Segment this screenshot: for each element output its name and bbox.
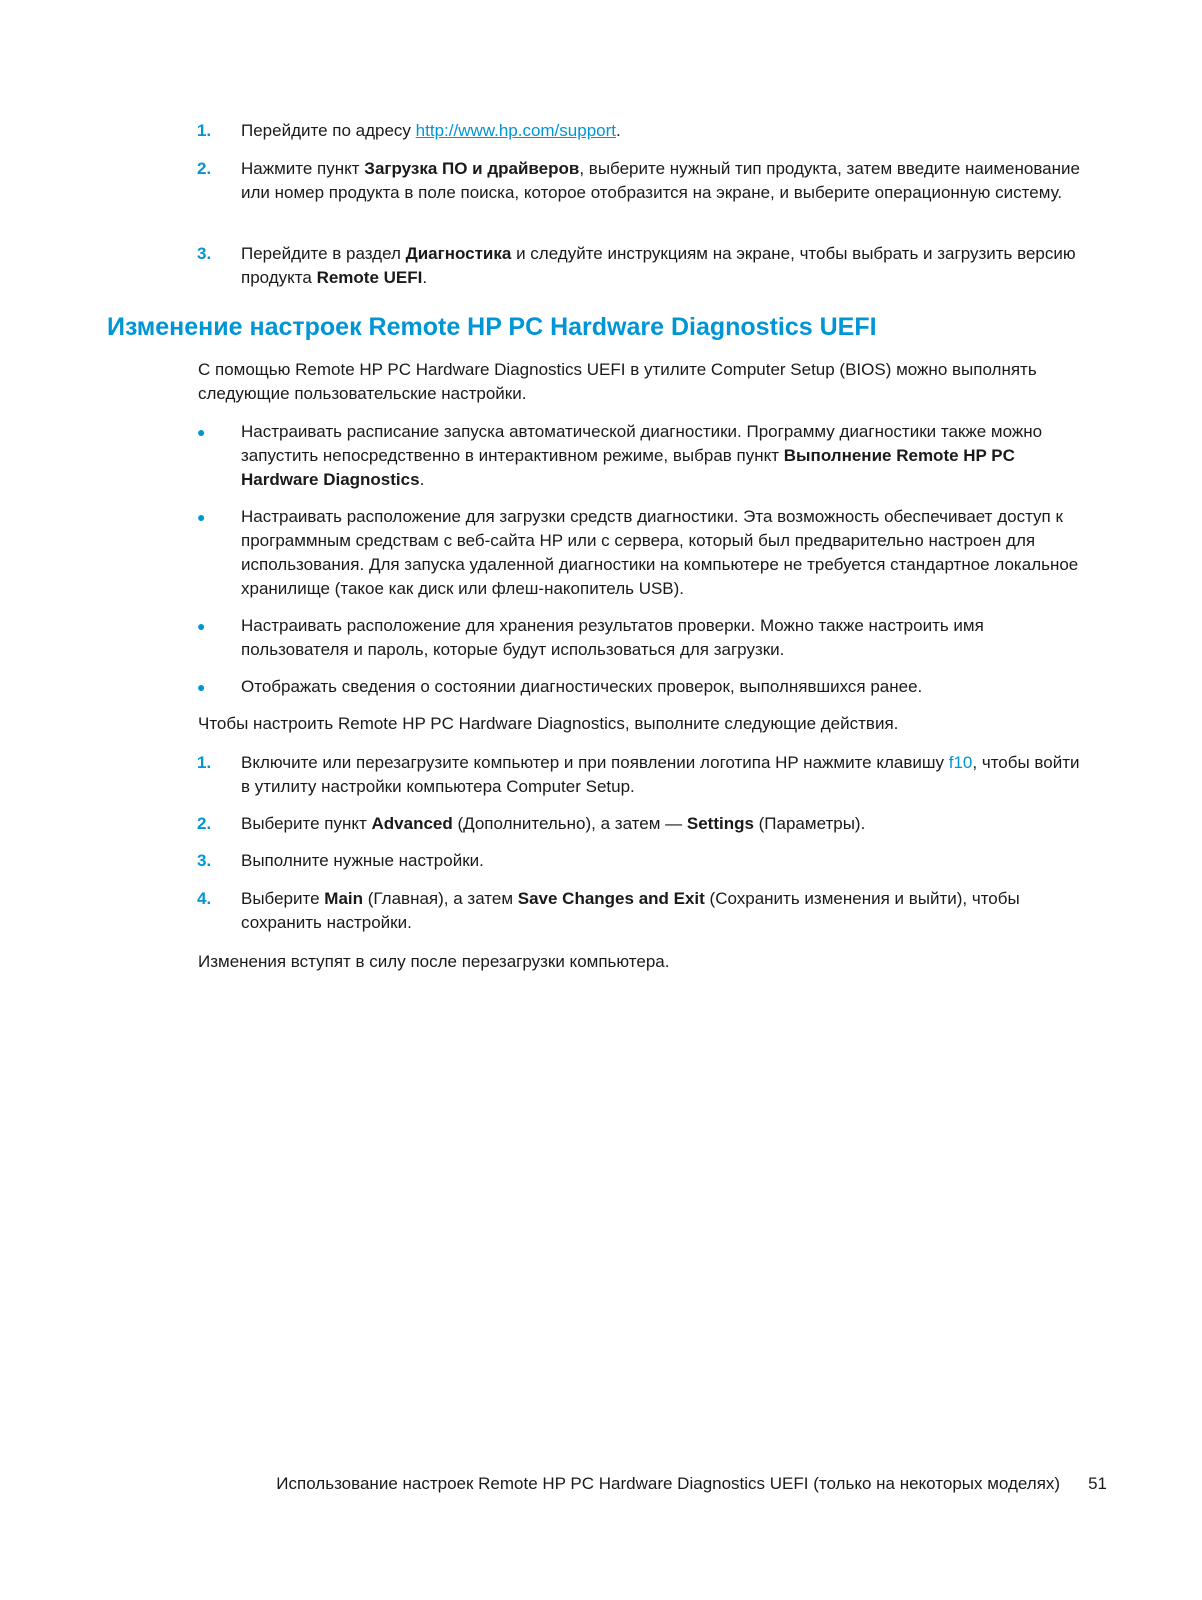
step-text: (Сохранить изменения и выйти), чтобы сохранить настройки. xyxy=(241,889,1020,932)
page-footer xyxy=(0,1472,1107,1496)
step-text: , чтобы войти в утилиту настройки компьютера Computer Setup. xyxy=(241,753,1080,796)
list-item xyxy=(197,675,1081,699)
lead-in-paragraph: Чтобы настроить Remote HP PC Hardware Diagnostics, выполните следующие действия. xyxy=(198,714,899,733)
page-number: 51 xyxy=(1088,1474,1107,1493)
step-number: 1. xyxy=(197,753,212,772)
menu-term: Загрузка ПО и драйверов xyxy=(364,159,580,178)
f10-key: f10 xyxy=(948,753,973,772)
bullet-text: Настраивать расположение для загрузки средств диагностики. Эта возможность обеспечивает доступ к программным средствам с веб-сайта HP или с сервера, который был предварительно настроен для использования. Для запуска удаленной диагностики на компьютере не требуется стандартное локальное хранилище (такое как диск или флеш-накопитель USB). xyxy=(241,507,1079,598)
bullet-text: Настраивать расположение для хранения результатов проверки. Можно также настроить имя пользователя и пароль, которые будут использоваться для загрузки. xyxy=(241,616,984,659)
step-text: . xyxy=(422,268,428,287)
step-number: 3. xyxy=(197,851,212,870)
list-item xyxy=(197,157,1081,205)
step-number: 2. xyxy=(197,814,212,833)
step-text: и следуйте инструкциям на экране, чтобы выбрать и загрузить версию продукта xyxy=(241,244,1076,287)
step-text: (Главная), а затем xyxy=(363,889,518,908)
step-text: Нажмите пункт xyxy=(241,159,365,178)
bullet-icon: ● xyxy=(197,509,206,525)
list-item xyxy=(197,887,1081,935)
closing-paragraph: Изменения вступят в силу после перезагрузки компьютера. xyxy=(198,952,670,971)
bullet-text: Отображать сведения о состоянии диагностических проверок, выполнявшихся ранее. xyxy=(241,677,923,696)
step-text: Выберите xyxy=(241,889,325,908)
bullet-icon: ● xyxy=(197,618,206,634)
step-number: 2. xyxy=(197,159,212,178)
step-text: Перейдите по адресу xyxy=(241,121,416,140)
menu-term: Диагностика xyxy=(405,244,512,263)
hp-support-link[interactable]: http://www.hp.com/support xyxy=(415,121,616,140)
list-item xyxy=(197,849,1081,873)
step-text: Перейдите в раздел xyxy=(241,244,406,263)
step-text: (Дополнительно), а затем — xyxy=(452,814,687,833)
step-text: , выберите нужный тип продукта, затем введите наименование или номер продукта в поле поиска, которое отобразится на экране, и выберите операционную систему. xyxy=(241,159,1080,202)
list-item xyxy=(197,119,1081,143)
step-text: (Параметры). xyxy=(753,814,866,833)
list-item xyxy=(197,812,1081,836)
menu-term: Save Changes and Exit xyxy=(517,889,705,908)
bullet-icon: ● xyxy=(197,679,206,695)
step-text: Выберите пункт xyxy=(241,814,372,833)
footer-title: Использование настроек Remote HP PC Hardware Diagnostics UEFI (только на некоторых моделях) xyxy=(276,1474,1061,1493)
step-number: 1. xyxy=(197,121,212,140)
step-text: Включите или перезагрузите компьютер и при появлении логотипа HP нажмите клавишу xyxy=(241,753,949,772)
bullet-text: . xyxy=(419,470,425,489)
step-text: Выполните нужные настройки. xyxy=(241,851,484,870)
bullet-text: Настраивать расписание запуска автоматической диагностики. Программу диагностики также можно запустить непосредственно в интерактивном режиме, выбрав пункт xyxy=(241,422,1043,465)
menu-term: Remote UEFI xyxy=(316,268,423,287)
menu-term: Main xyxy=(324,889,364,908)
bullet-icon: ● xyxy=(197,424,206,440)
step-number: 3. xyxy=(197,244,212,263)
intro-paragraph: С помощью Remote HP PC Hardware Diagnostics UEFI в утилите Computer Setup (BIOS) можно выполнять следующие пользовательские настройки. xyxy=(198,360,1037,403)
step-text: . xyxy=(616,121,621,140)
list-item xyxy=(197,614,1081,662)
section-heading: Изменение настроек Remote HP PC Hardware Diagnostics UEFI xyxy=(107,313,877,341)
list-item xyxy=(197,242,1081,290)
list-item xyxy=(197,505,1081,601)
menu-term: Advanced xyxy=(371,814,453,833)
menu-term: Выполнение Remote HP PC Hardware Diagnostics xyxy=(241,446,1015,489)
list-item xyxy=(197,751,1081,799)
list-item xyxy=(197,420,1081,492)
step-number: 4. xyxy=(197,889,212,908)
menu-term: Settings xyxy=(686,814,754,833)
